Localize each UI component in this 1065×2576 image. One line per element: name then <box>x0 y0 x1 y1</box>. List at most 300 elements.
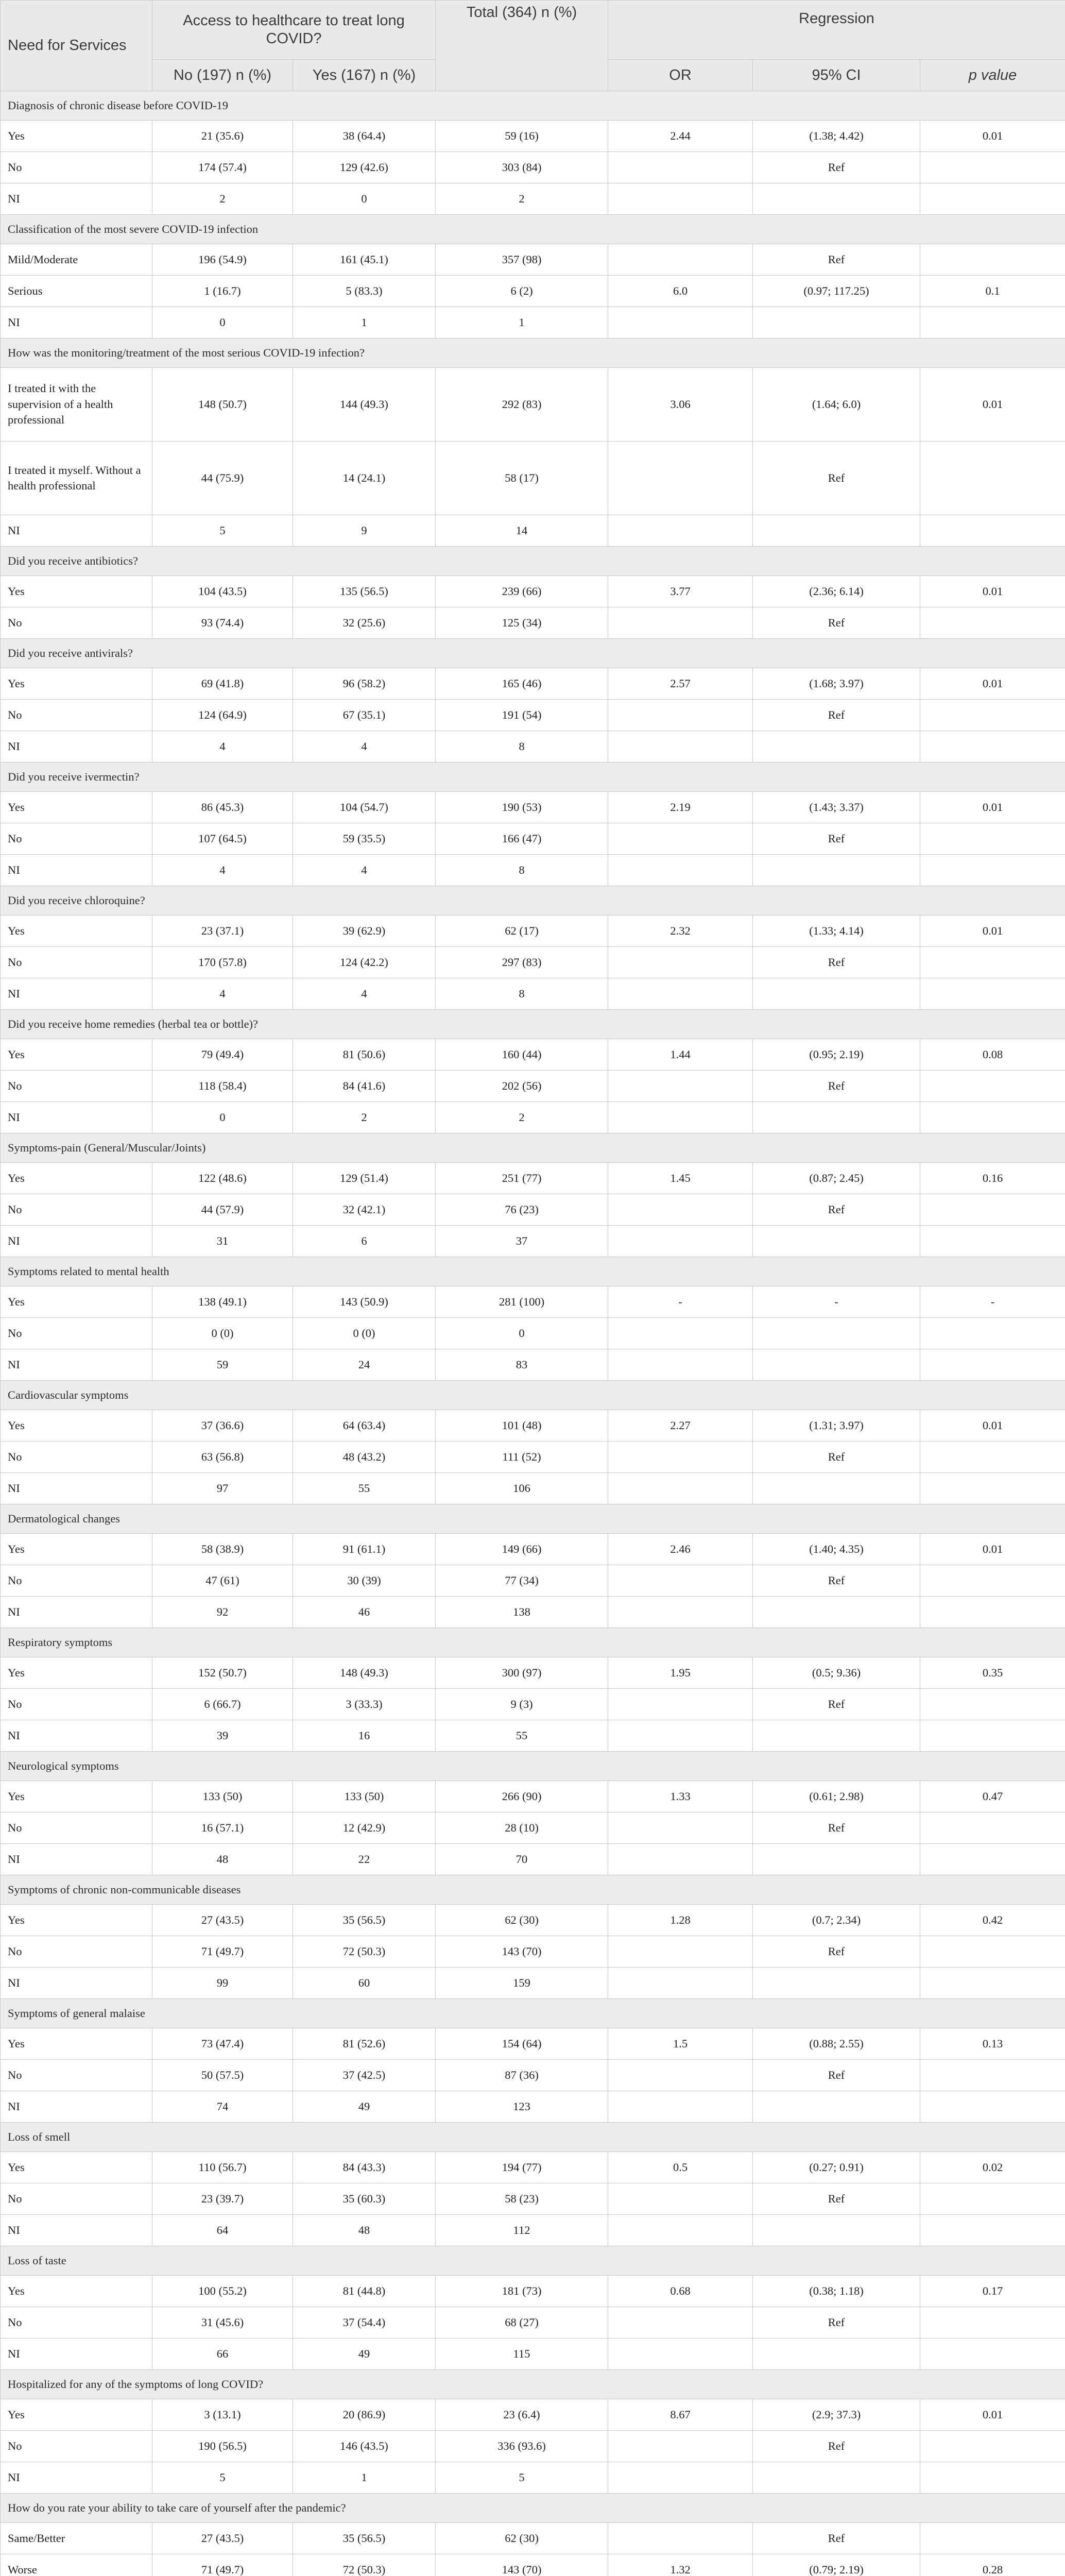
cell-yes: 37 (54.4) <box>293 2307 436 2338</box>
cell-p-value <box>920 1473 1065 1504</box>
row-label: No <box>1 2431 152 2462</box>
table-row <box>1 1473 1065 1504</box>
cell-or: 0.68 <box>608 2276 753 2307</box>
cell-no: 2 <box>152 183 293 215</box>
cell-total: 190 (53) <box>436 792 608 823</box>
cell-or: 3.06 <box>608 368 753 442</box>
cell-ci: (0.97; 117.25) <box>753 276 920 307</box>
row-label: Yes <box>1 668 152 700</box>
cell-ci: (2.36; 6.14) <box>753 576 920 607</box>
table-row <box>1 2276 1065 2307</box>
section-header-row <box>1 2123 1065 2152</box>
row-label: No <box>1 1071 152 1102</box>
cell-p-value <box>920 1936 1065 1968</box>
cell-ci: Ref <box>753 442 920 515</box>
cell-yes: 9 <box>293 515 436 547</box>
cell-ci <box>753 1720 920 1752</box>
section-header-row <box>1 2370 1065 2399</box>
header-no: No (197) n (%) <box>152 60 293 91</box>
cell-ci: Ref <box>753 823 920 855</box>
row-label: Yes <box>1 1905 152 1936</box>
table-row <box>1 2183 1065 2215</box>
cell-yes: 72 (50.3) <box>293 2554 436 2576</box>
cell-yes: 81 (52.6) <box>293 2028 436 2060</box>
cell-ci: Ref <box>753 2523 920 2554</box>
cell-total: 1 <box>436 307 608 338</box>
table-row <box>1 1936 1065 1968</box>
cell-ci <box>753 1597 920 1628</box>
section-header-row <box>1 2494 1065 2523</box>
cell-no: 66 <box>152 2338 293 2370</box>
cell-or <box>608 152 753 183</box>
cell-or <box>608 823 753 855</box>
cell-total: 62 (30) <box>436 1905 608 1936</box>
cell-total: 9 (3) <box>436 1689 608 1720</box>
cell-yes: 81 (44.8) <box>293 2276 436 2307</box>
cell-or <box>608 2431 753 2462</box>
row-label: NI <box>1 1844 152 1875</box>
row-label: No <box>1 1194 152 1226</box>
section-header-row <box>1 1010 1065 1039</box>
cell-p-value: 0.17 <box>920 2276 1065 2307</box>
row-label: Yes <box>1 2399 152 2431</box>
section-header-row <box>1 1257 1065 1286</box>
section-title: Symptoms related to mental health <box>1 1257 1065 1286</box>
table-row <box>1 244 1065 276</box>
cell-yes: 22 <box>293 1844 436 1875</box>
cell-total: 70 <box>436 1844 608 1875</box>
cell-yes: 133 (50) <box>293 1781 436 1812</box>
cell-no: 4 <box>152 731 293 762</box>
row-label: No <box>1 823 152 855</box>
row-label: NI <box>1 2215 152 2246</box>
cell-no: 23 (37.1) <box>152 916 293 947</box>
cell-yes: 46 <box>293 1597 436 1628</box>
cell-no: 174 (57.4) <box>152 152 293 183</box>
cell-total: 6 (2) <box>436 276 608 307</box>
table-row <box>1 1039 1065 1071</box>
cell-total: 292 (83) <box>436 368 608 442</box>
cell-ci <box>753 1318 920 1349</box>
cell-no: 107 (64.5) <box>152 823 293 855</box>
cell-yes: 32 (25.6) <box>293 607 436 639</box>
cell-or: - <box>608 1286 753 1318</box>
cell-or <box>608 2091 753 2123</box>
cell-no: 99 <box>152 1968 293 1999</box>
section-header-row <box>1 91 1065 121</box>
cell-yes: 1 <box>293 2462 436 2494</box>
cell-total: 101 (48) <box>436 1410 608 1442</box>
cell-yes: 129 (51.4) <box>293 1163 436 1194</box>
cell-ci: (1.38; 4.42) <box>753 121 920 152</box>
cell-or <box>608 515 753 547</box>
cell-ci: Ref <box>753 244 920 276</box>
cell-ci: - <box>753 1286 920 1318</box>
cell-p-value <box>920 607 1065 639</box>
cell-p-value: 0.08 <box>920 1039 1065 1071</box>
row-label: Serious <box>1 276 152 307</box>
row-label: NI <box>1 183 152 215</box>
cell-total: 149 (66) <box>436 1534 608 1565</box>
cell-or <box>608 1226 753 1257</box>
row-label: Yes <box>1 576 152 607</box>
cell-or: 3.77 <box>608 576 753 607</box>
cell-or <box>608 1318 753 1349</box>
table-row <box>1 1194 1065 1226</box>
cell-p-value: 0.16 <box>920 1163 1065 1194</box>
cell-or <box>608 244 753 276</box>
cell-total: 300 (97) <box>436 1657 608 1689</box>
cell-yes: 4 <box>293 978 436 1010</box>
table-row <box>1 855 1065 886</box>
cell-or: 1.45 <box>608 1163 753 1194</box>
cell-or: 8.67 <box>608 2399 753 2431</box>
cell-p-value: 0.01 <box>920 576 1065 607</box>
cell-total: 154 (64) <box>436 2028 608 2060</box>
cell-no: 6 (66.7) <box>152 1689 293 1720</box>
cell-no: 0 <box>152 307 293 338</box>
cell-p-value <box>920 947 1065 978</box>
row-label: Yes <box>1 1410 152 1442</box>
cell-total: 68 (27) <box>436 2307 608 2338</box>
cell-total: 191 (54) <box>436 700 608 731</box>
header-regression: Regression <box>608 1 1065 60</box>
cell-ci: (0.38; 1.18) <box>753 2276 920 2307</box>
row-label: NI <box>1 1349 152 1381</box>
cell-total: 106 <box>436 1473 608 1504</box>
cell-or <box>608 183 753 215</box>
cell-p-value: 0.42 <box>920 1905 1065 1936</box>
row-label: No <box>1 1689 152 1720</box>
cell-no: 170 (57.8) <box>152 947 293 978</box>
table-row <box>1 121 1065 152</box>
section-title: Symptoms-pain (General/Muscular/Joints) <box>1 1133 1065 1163</box>
cell-p-value <box>920 1720 1065 1752</box>
cell-ci: Ref <box>753 1689 920 1720</box>
row-label: No <box>1 947 152 978</box>
section-header-row <box>1 1875 1065 1905</box>
row-label: I treated it myself. Without a health professional <box>1 442 152 515</box>
cell-p-value <box>920 823 1065 855</box>
cell-yes: 84 (43.3) <box>293 2152 436 2183</box>
section-header-row <box>1 338 1065 368</box>
cell-no: 92 <box>152 1597 293 1628</box>
cell-no: 196 (54.9) <box>152 244 293 276</box>
cell-ci <box>753 183 920 215</box>
cell-total: 8 <box>436 855 608 886</box>
table-row <box>1 668 1065 700</box>
cell-no: 58 (38.9) <box>152 1534 293 1565</box>
cell-or: 1.33 <box>608 1781 753 1812</box>
section-header-row <box>1 762 1065 792</box>
cell-no: 1 (16.7) <box>152 276 293 307</box>
row-label: Same/Better <box>1 2523 152 2554</box>
cell-ci <box>753 978 920 1010</box>
cell-ci: (0.95; 2.19) <box>753 1039 920 1071</box>
cell-ci: (1.40; 4.35) <box>753 1534 920 1565</box>
cell-ci: (0.5; 9.36) <box>753 1657 920 1689</box>
cell-or <box>608 1689 753 1720</box>
cell-ci: (1.64; 6.0) <box>753 368 920 442</box>
cell-yes: 49 <box>293 2091 436 2123</box>
cell-p-value <box>920 1349 1065 1381</box>
cell-ci: Ref <box>753 2060 920 2091</box>
cell-or <box>608 2462 753 2494</box>
cell-p-value: 0.47 <box>920 1781 1065 1812</box>
cell-total: 62 (30) <box>436 2523 608 2554</box>
cell-yes: 91 (61.1) <box>293 1534 436 1565</box>
table-row <box>1 576 1065 607</box>
cell-no: 44 (75.9) <box>152 442 293 515</box>
table-row <box>1 792 1065 823</box>
cell-total: 77 (34) <box>436 1565 608 1597</box>
section-title: Cardiovascular symptoms <box>1 1381 1065 1410</box>
cell-p-value <box>920 1597 1065 1628</box>
cell-total: 123 <box>436 2091 608 2123</box>
cell-or: 1.44 <box>608 1039 753 1071</box>
cell-or: 2.57 <box>608 668 753 700</box>
cell-no: 4 <box>152 978 293 1010</box>
cell-ci: Ref <box>753 1812 920 1844</box>
cell-yes: 81 (50.6) <box>293 1039 436 1071</box>
cell-no: 73 (47.4) <box>152 2028 293 2060</box>
cell-no: 190 (56.5) <box>152 2431 293 2462</box>
cell-total: 303 (84) <box>436 152 608 183</box>
row-label: Yes <box>1 1657 152 1689</box>
row-label: No <box>1 1936 152 1968</box>
cell-p-value: 0.01 <box>920 121 1065 152</box>
section-title: Loss of smell <box>1 2123 1065 2152</box>
cell-no: 39 <box>152 1720 293 1752</box>
cell-or <box>608 855 753 886</box>
header-need-for-services: Need for Services <box>1 1 152 91</box>
cell-no: 148 (50.7) <box>152 368 293 442</box>
cell-total: 2 <box>436 183 608 215</box>
cell-no: 4 <box>152 855 293 886</box>
table-row <box>1 1720 1065 1752</box>
cell-p-value <box>920 152 1065 183</box>
row-label: No <box>1 607 152 639</box>
cell-p-value <box>920 1968 1065 1999</box>
cell-ci <box>753 2338 920 2370</box>
cell-no: 59 <box>152 1349 293 1381</box>
row-label: Yes <box>1 2276 152 2307</box>
section-header-row <box>1 1752 1065 1781</box>
cell-or <box>608 2215 753 2246</box>
table-row <box>1 1349 1065 1381</box>
cell-p-value <box>920 515 1065 547</box>
cell-p-value: - <box>920 1286 1065 1318</box>
cell-or <box>608 2183 753 2215</box>
cell-or <box>608 2523 753 2554</box>
section-header-row <box>1 1133 1065 1163</box>
table-row <box>1 1844 1065 1875</box>
cell-yes: 143 (50.9) <box>293 1286 436 1318</box>
cell-yes: 32 (42.1) <box>293 1194 436 1226</box>
cell-yes: 67 (35.1) <box>293 700 436 731</box>
cell-no: 31 (45.6) <box>152 2307 293 2338</box>
section-title: Symptoms of chronic non-communicable diseases <box>1 1875 1065 1905</box>
row-label: No <box>1 2307 152 2338</box>
table-row <box>1 2215 1065 2246</box>
table-row <box>1 1781 1065 1812</box>
cell-p-value <box>920 2462 1065 2494</box>
cell-ci: Ref <box>753 152 920 183</box>
section-header-row <box>1 1628 1065 1657</box>
table-row <box>1 2399 1065 2431</box>
cell-or <box>608 307 753 338</box>
cell-no: 47 (61) <box>152 1565 293 1597</box>
cell-total: 28 (10) <box>436 1812 608 1844</box>
cell-total: 83 <box>436 1349 608 1381</box>
cell-no: 97 <box>152 1473 293 1504</box>
table-row <box>1 276 1065 307</box>
row-label: NI <box>1 1102 152 1133</box>
cell-total: 336 (93.6) <box>436 2431 608 2462</box>
cell-yes: 5 (83.3) <box>293 276 436 307</box>
table-row <box>1 2060 1065 2091</box>
cell-no: 23 (39.7) <box>152 2183 293 2215</box>
cell-total: 8 <box>436 731 608 762</box>
cell-total: 266 (90) <box>436 1781 608 1812</box>
cell-yes: 38 (64.4) <box>293 121 436 152</box>
section-header-row <box>1 215 1065 244</box>
cell-ci <box>753 1349 920 1381</box>
cell-ci: (0.61; 2.98) <box>753 1781 920 1812</box>
table-row <box>1 1565 1065 1597</box>
cell-or: 2.19 <box>608 792 753 823</box>
cell-ci <box>753 2462 920 2494</box>
header-p-value: p value <box>920 60 1065 91</box>
cell-or: 1.5 <box>608 2028 753 2060</box>
row-label: NI <box>1 515 152 547</box>
row-label: NI <box>1 2462 152 2494</box>
section-title: Loss of taste <box>1 2246 1065 2276</box>
cell-p-value <box>920 700 1065 731</box>
cell-total: 357 (98) <box>436 244 608 276</box>
table-row <box>1 2028 1065 2060</box>
cell-total: 14 <box>436 515 608 547</box>
cell-no: 16 (57.1) <box>152 1812 293 1844</box>
cell-or: 2.32 <box>608 916 753 947</box>
table-row <box>1 1163 1065 1194</box>
cell-total: 2 <box>436 1102 608 1133</box>
cell-p-value: 0.01 <box>920 916 1065 947</box>
section-title: How was the monitoring/treatment of the most serious COVID-19 infection? <box>1 338 1065 368</box>
cell-no: 110 (56.7) <box>152 2152 293 2183</box>
cell-yes: 84 (41.6) <box>293 1071 436 1102</box>
cell-no: 21 (35.6) <box>152 121 293 152</box>
cell-total: 112 <box>436 2215 608 2246</box>
cell-p-value <box>920 1194 1065 1226</box>
cell-total: 239 (66) <box>436 576 608 607</box>
cell-no: 63 (56.8) <box>152 1442 293 1473</box>
cell-or <box>608 1720 753 1752</box>
cell-ci: (0.7; 2.34) <box>753 1905 920 1936</box>
cell-p-value <box>920 1102 1065 1133</box>
section-title: How do you rate your ability to take care of yourself after the pandemic? <box>1 2494 1065 2523</box>
table-row <box>1 1442 1065 1473</box>
section-header-row <box>1 2246 1065 2276</box>
row-label: Yes <box>1 2028 152 2060</box>
header-total: Total (364) n (%) <box>436 1 608 91</box>
table-row <box>1 1812 1065 1844</box>
cell-ci: Ref <box>753 1071 920 1102</box>
row-label: Yes <box>1 1286 152 1318</box>
cell-yes: 4 <box>293 731 436 762</box>
cell-no: 5 <box>152 515 293 547</box>
section-title: Classification of the most severe COVID-19 infection <box>1 215 1065 244</box>
cell-total: 165 (46) <box>436 668 608 700</box>
cell-yes: 104 (54.7) <box>293 792 436 823</box>
cell-yes: 1 <box>293 307 436 338</box>
cell-total: 251 (77) <box>436 1163 608 1194</box>
row-label: Yes <box>1 1534 152 1565</box>
row-label: NI <box>1 1473 152 1504</box>
cell-total: 115 <box>436 2338 608 2370</box>
cell-ci: (1.31; 3.97) <box>753 1410 920 1442</box>
table-row <box>1 2523 1065 2554</box>
row-label: NI <box>1 1226 152 1257</box>
row-label: No <box>1 2060 152 2091</box>
row-label: Yes <box>1 2152 152 2183</box>
cell-yes: 35 (56.5) <box>293 2523 436 2554</box>
cell-total: 160 (44) <box>436 1039 608 1071</box>
section-header-row <box>1 1504 1065 1534</box>
cell-or: 1.28 <box>608 1905 753 1936</box>
cell-ci <box>753 731 920 762</box>
cell-total: 59 (16) <box>436 121 608 152</box>
cell-or <box>608 731 753 762</box>
table-row <box>1 1102 1065 1133</box>
cell-yes: 39 (62.9) <box>293 916 436 947</box>
cell-p-value: 0.01 <box>920 368 1065 442</box>
row-label: NI <box>1 978 152 1010</box>
row-label: NI <box>1 731 152 762</box>
section-header-row <box>1 886 1065 916</box>
cell-ci: Ref <box>753 1442 920 1473</box>
cell-ci: (2.9; 37.3) <box>753 2399 920 2431</box>
section-title: Respiratory symptoms <box>1 1628 1065 1657</box>
cell-ci: (1.43; 3.37) <box>753 792 920 823</box>
row-label: NI <box>1 307 152 338</box>
cell-or: 2.44 <box>608 121 753 152</box>
row-label: NI <box>1 1720 152 1752</box>
cell-total: 111 (52) <box>436 1442 608 1473</box>
table-row <box>1 368 1065 442</box>
cell-no: 93 (74.4) <box>152 607 293 639</box>
cell-or <box>608 947 753 978</box>
cell-no: 74 <box>152 2091 293 2123</box>
section-title: Symptoms of general malaise <box>1 1999 1065 2028</box>
section-title: Dermatological changes <box>1 1504 1065 1534</box>
cell-p-value: 0.01 <box>920 792 1065 823</box>
cell-p-value <box>920 183 1065 215</box>
cell-p-value <box>920 1071 1065 1102</box>
cell-no: 27 (43.5) <box>152 1905 293 1936</box>
cell-no: 50 (57.5) <box>152 2060 293 2091</box>
cell-no: 64 <box>152 2215 293 2246</box>
cell-or <box>608 1349 753 1381</box>
cell-total: 23 (6.4) <box>436 2399 608 2431</box>
table-header <box>1 1 1065 91</box>
cell-total: 138 <box>436 1597 608 1628</box>
cell-no: 0 <box>152 1102 293 1133</box>
row-label: Yes <box>1 1781 152 1812</box>
section-header-row <box>1 1999 1065 2028</box>
table-row <box>1 1597 1065 1628</box>
table-row <box>1 1318 1065 1349</box>
